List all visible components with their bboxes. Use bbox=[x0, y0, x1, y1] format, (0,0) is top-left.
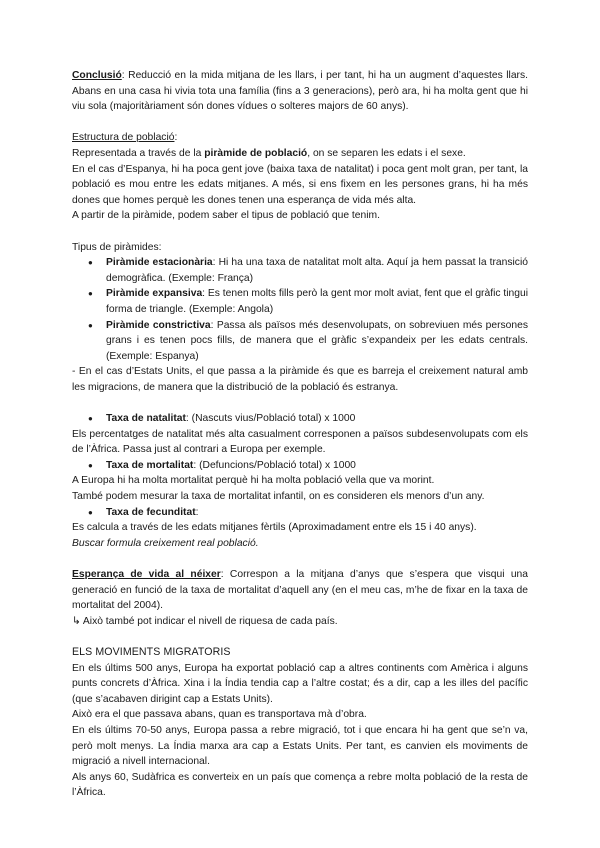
migration-paragraph-2: Això era el que passava abans, quan es transportava mà d’obra. bbox=[72, 709, 367, 721]
natality-formula: : (Nascuts vius/Població total) x 1000 bbox=[185, 413, 356, 425]
list-item bbox=[106, 411, 528, 427]
conclusion-label: Conclusió bbox=[72, 70, 122, 81]
list-item bbox=[106, 255, 528, 286]
mortality-label: Taxa de mortalitat bbox=[106, 459, 194, 471]
natality-label: Taxa de natalitat bbox=[106, 413, 186, 425]
mortality-bullet bbox=[72, 458, 528, 474]
list-item bbox=[106, 505, 528, 521]
list-item-bold: Piràmide expansiva bbox=[106, 288, 203, 300]
migration-paragraph-3: En els últims 70-50 anys, Europa passa a rebre migració, tot i que encara hi ha gent que se’n va, però molt menys. La Índia marxa ara cap a Estats Units. Per tant, es canvien els moviments de migració a nivell internacional. bbox=[72, 724, 528, 768]
fertility-bullet bbox=[72, 505, 528, 521]
fertility-label: Taxa de fecunditat bbox=[106, 506, 196, 518]
conclusion-paragraph bbox=[72, 68, 528, 115]
list-item-bold: Piràmide estacionària bbox=[106, 257, 213, 269]
list-item bbox=[106, 286, 528, 317]
fertility-colon: : bbox=[195, 506, 199, 518]
list-item bbox=[106, 458, 528, 474]
structure-line-1-pre: Representada a través de la bbox=[72, 147, 205, 159]
pyramid-types-intro: Tipus de piràmides: bbox=[72, 241, 162, 253]
document-page bbox=[72, 68, 528, 801]
pyramid-types-list bbox=[72, 255, 528, 364]
structure-heading-text: Estructura de població bbox=[72, 132, 175, 144]
structure-line-1-bold: piràmide de població bbox=[204, 147, 308, 159]
growth-formula-note: Buscar formula creixement real població. bbox=[72, 537, 259, 549]
list-item-text: : Hi ha una taxa de natalitat molt alta. Aquí ja hem passat la transició demogràfica. (Exemple: França) bbox=[106, 257, 528, 284]
structure-heading-colon: : bbox=[174, 132, 178, 144]
list-item-text: : Es tenen molts fills però la gent mor molt aviat, fent que el gràfic tingui forma de triangle. (Exemple: Angola) bbox=[106, 288, 529, 315]
life-expectancy-paragraph bbox=[72, 567, 528, 614]
migration-paragraph-4: Als anys 60, Sudàfrica es converteix en un país que comença a rebre molta població de la resta de l’Àfrica. bbox=[72, 771, 528, 799]
list-item bbox=[106, 318, 528, 365]
life-expectancy-note: ↳ Això també pot indicar el nivell de riquesa de cada país. bbox=[72, 615, 338, 627]
mortality-paragraph-1: A Europa hi ha molta mortalitat perquè hi ha molta població vella que va morint. bbox=[72, 475, 435, 487]
conclusion-text: : Reducció en la mida mitjana de les llars, i per tant, hi ha un augment d’aquestes llars. Abans en una casa hi vivia tota una família (fins a 3 generacions), però ara, hi ha molta gent que hi viu sola (majoritàriament són dones vídues o solteres majors de 60 anys). bbox=[72, 70, 528, 113]
usa-paragraph: - En el cas d’Estats Units, el que passa a la piràmide és que es barreja el creixement natural amb les migracions, de manera que la distribució de la població és estranya. bbox=[72, 366, 528, 393]
structure-heading bbox=[72, 130, 528, 146]
migration-heading: ELS MOVIMENTS MIGRATORIS bbox=[72, 645, 231, 658]
natality-bullet bbox=[72, 411, 528, 427]
migration-paragraph-1: En els últims 500 anys, Europa ha exportat població cap a altres continents com Amèrica i alguns punts concrets d’Àfrica. Xina i la Índia tendia cap a l’altre costat; és a dir, cap a les illes del pacífic (que s’acabaven dirigint cap a Estats Units). bbox=[72, 662, 528, 705]
life-expectancy-label: Esperança de vida al néixer bbox=[72, 569, 221, 580]
life-expectancy-text: : Correspon a la mitjana d’anys que s’espera que visqui una generació en funció de la taxa de mortalitat d’aquell any (en el meu cas, m’he de fixar en la taxa de mortalitat del 2004). bbox=[72, 569, 529, 612]
structure-line-1 bbox=[72, 146, 528, 162]
list-item-text: : Passa als països més desenvolupats, on sobreviuen més persones grans i es tenen pocs fills, de manera que el gràfic s’expandeix per les edats centrals. (Exemple: Espanya) bbox=[106, 319, 529, 362]
structure-spain-paragraph: En el cas d’Espanya, hi ha poca gent jove (baixa taxa de natalitat) i poca gent molt gran, per tant, la població es mou entre les edats mitjanes. A més, si ens fixem en les persones grans, hi ha més dones que homes perquè les dones tenen una esperança de vida més alta. bbox=[72, 163, 528, 206]
list-item-bold: Piràmide constrictiva bbox=[106, 319, 211, 331]
structure-pyramid-paragraph: A partir de la piràmide, podem saber el tipus de població que tenim. bbox=[72, 210, 380, 222]
fertility-paragraph: Es calcula a través de les edats mitjanes fèrtils (Aproximadament entre els 15 i 40 anys). bbox=[72, 522, 477, 534]
mortality-paragraph-2: També podem mesurar la taxa de mortalitat infantil, on es consideren els menors d’un any. bbox=[72, 491, 485, 503]
mortality-formula: : (Defuncions/Població total) x 1000 bbox=[193, 459, 356, 471]
structure-line-1-post: , on se separen les edats i el sexe. bbox=[307, 147, 466, 159]
natality-paragraph: Els percentatges de natalitat més alta casualment corresponen a països subdesenvolupats com els de l’Àfrica. Passa just al contrari a Europa per exemple. bbox=[72, 428, 528, 456]
